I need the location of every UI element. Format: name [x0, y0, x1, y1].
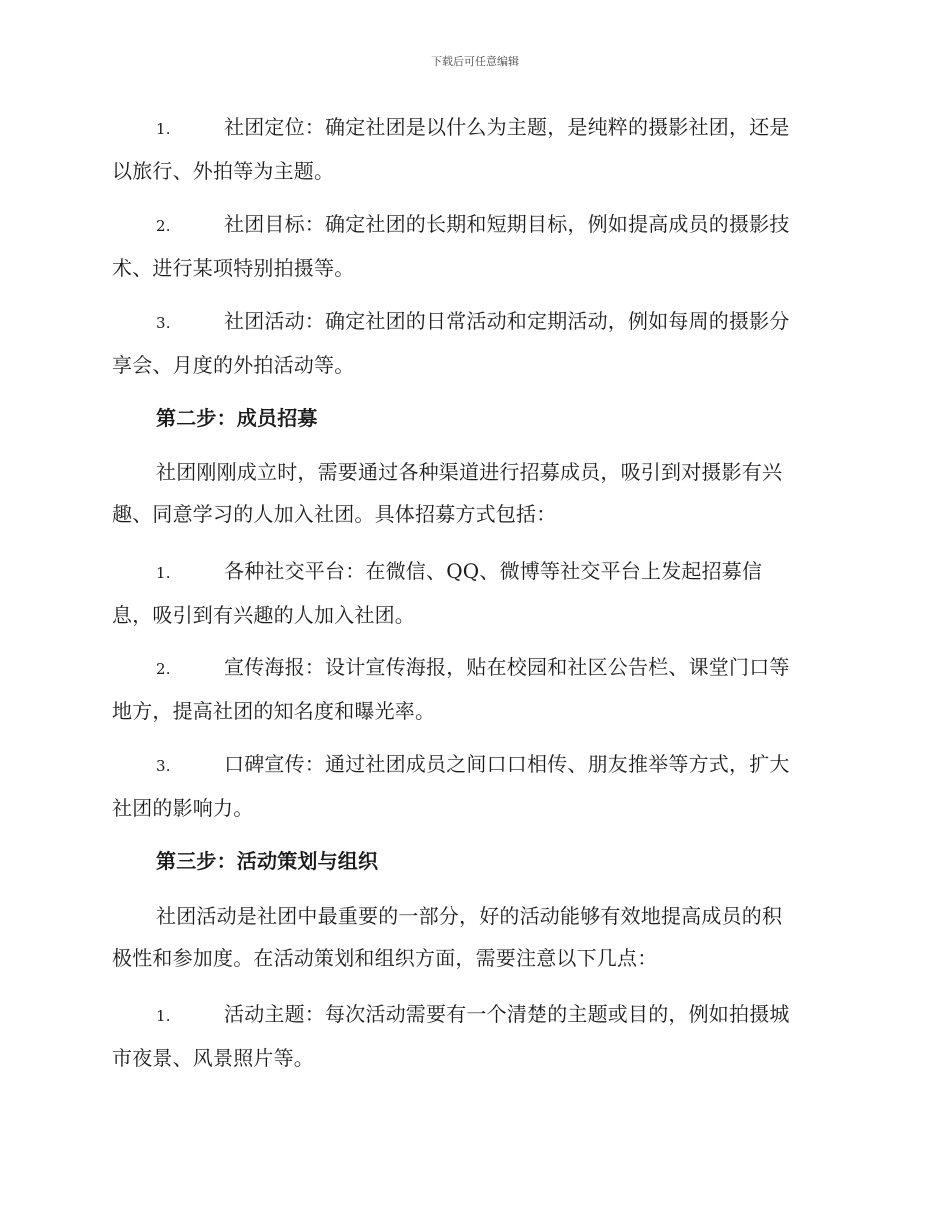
list-text: 口碑宣传：通过社团成员之间口口相传、朋友推举等方式，扩大	[224, 752, 790, 776]
list-text: 社团活动：确定社团的日常活动和定期活动，例如每周的摄影分	[224, 309, 790, 333]
list-item	[112, 106, 836, 192]
list-number: 1.	[156, 120, 171, 138]
list-item	[112, 993, 836, 1079]
list-number: 1.	[156, 1007, 171, 1025]
list-text-continued: 息，吸引到有兴趣的人加入社团。	[112, 603, 415, 627]
paragraph	[112, 451, 836, 535]
list-item	[112, 743, 836, 829]
list-number: 1.	[156, 564, 171, 582]
paragraph	[112, 895, 836, 979]
list-item	[112, 300, 836, 386]
list-item	[112, 646, 836, 732]
list-number: 2.	[156, 217, 171, 235]
section-heading: 第二步：成员招募	[156, 406, 318, 430]
list-number: 3.	[156, 757, 171, 775]
list-text: 活动主题：每次活动需要有一个清楚的主题或目的，例如拍摄城	[224, 1002, 790, 1026]
list-number: 2.	[156, 660, 171, 678]
list-text-continued: 地方，提高社团的知名度和曝光率。	[112, 699, 436, 723]
list-text-continued: 社团的影响力。	[112, 796, 254, 820]
list-item	[112, 203, 836, 289]
paragraph-line: 极性和参加度。在活动策划和组织方面，需要注意以下几点：	[112, 946, 658, 970]
list-text: 各种社交平台：在微信、QQ、微博等社交平台上发起招募信	[224, 559, 763, 583]
list-text-continued: 以旅行、外拍等为主题。	[112, 159, 335, 183]
list-text-continued: 市夜景、风景照片等。	[112, 1046, 314, 1070]
list-item	[112, 550, 836, 636]
list-text: 宣传海报：设计宣传海报，贴在校园和社区公告栏、课堂门口等	[224, 655, 790, 679]
section-heading: 第三步：活动策划与组织	[156, 849, 379, 873]
page-header: 下载后可任意编辑	[431, 55, 519, 68]
paragraph-line: 社团活动是社团中最重要的一部分，好的活动能够有效地提高成员的积	[156, 904, 783, 928]
paragraph-line: 社团刚刚成立时，需要通过各种渠道进行招募成员，吸引到对摄影有兴	[156, 460, 783, 484]
list-text-continued: 享会、月度的外拍活动等。	[112, 353, 355, 377]
list-text: 社团目标：确定社团的长期和短期目标，例如提高成员的摄影技	[224, 212, 790, 236]
list-text-continued: 术、进行某项特别拍摄等。	[112, 256, 355, 280]
list-number: 3.	[156, 314, 171, 332]
list-text: 社团定位：确定社团是以什么为主题，是纯粹的摄影社团，还是	[224, 115, 790, 139]
paragraph-line: 趣、同意学习的人加入社团。具体招募方式包括：	[112, 502, 557, 526]
